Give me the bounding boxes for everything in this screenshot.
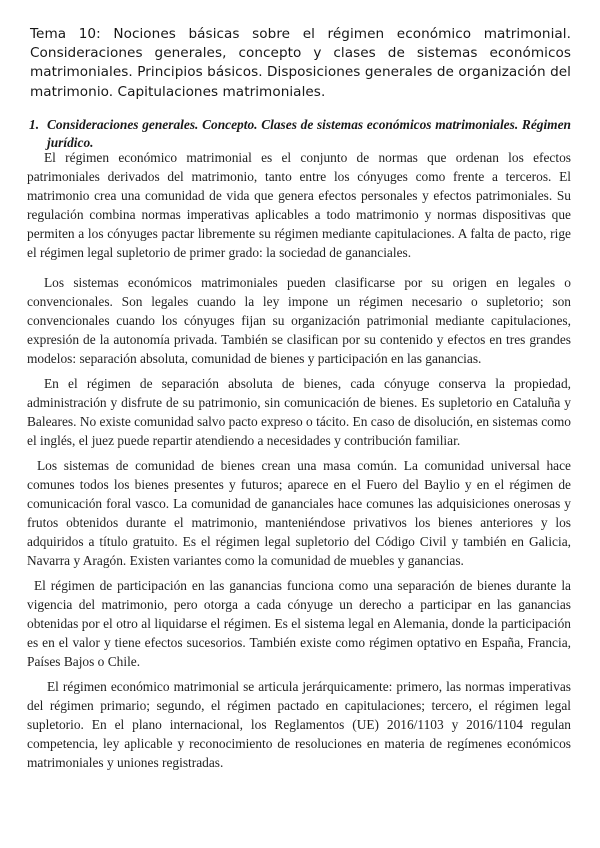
- section-heading: [29, 116, 571, 151]
- section-heading-text: Consideraciones generales. Concepto. Clases de sistemas económicos matrimoniales. Régimen jurídico.: [47, 117, 571, 150]
- paragraph-participacion: El régimen de participación en las ganancias funciona como una separación de bienes durante la vigencia del matrimonio, pero otorga a cada cónyuge un derecho a participar en las ganancias obtenidas por el otro al liquidarse el régimen. Es el sistema legal en Alemania, donde la participación es en el valor y tiene efectos sucesorios. También existe como régimen optativo en España, Francia, Países Bajos o Chile.: [27, 578, 571, 670]
- paragraph-jerarquia: El régimen económico matrimonial se articula jerárquicamente: primero, las normas imperativas del régimen primario; segundo, el régimen pactado en capitulaciones; tercero, el régimen legal supletorio. En el plano internacional, los Reglamentos (UE) 2016/1103 y 2016/1104 regulan competencia, ley aplicable y reconocimiento de resoluciones en materia de regímenes económicos matrimoniales y uniones registradas.: [27, 679, 571, 771]
- paragraph-clasificacion: Los sistemas económicos matrimoniales pueden clasificarse por su origen en legales o convencionales. Son legales cuando la ley impone un régimen necesario o supletorio; son convencionales cuando los cónyuges fijan su organización patrimonial mediante capitulaciones, expresión de la autonomía privada. También se clasifican por su contenido y efectos en tres grandes modelos: separación absoluta, comunidad de bienes y participación en las ganancias.: [27, 275, 571, 367]
- section-number: 1.: [29, 117, 40, 132]
- paragraph-separacion: En el régimen de separación absoluta de bienes, cada cónyuge conserva la propiedad, administración y disfrute de su patrimonio, sin comunicación de bienes. Es supletorio en Cataluña y Baleares. No existe comunidad salvo pacto expreso o tácito. En caso de disolución, en sistemas como el inglés, el juez puede repartir atendiendo a necesidades y contribución familiar.: [27, 376, 571, 449]
- document-title: Tema 10: Nociones básicas sobre el régimen económico matrimonial. Consideraciones generales, concepto y clases de sistemas económicos matrimoniales. Principios básicos. Disposiciones generales de organización del matrimonio. Capitulaciones matrimoniales.: [30, 26, 571, 100]
- paragraph-concepto: El régimen económico matrimonial es el conjunto de normas que ordenan los efectos patrimoniales derivados del matrimonio, tanto entre los cónyuges como frente a terceros. El matrimonio crea una comunidad de vida que genera efectos personales y efectos patrimoniales. Su regulación combina normas imperativas aplicables a todo matrimonio y normas dispositivas que permiten a los cónyuges pactar libremente su régimen mediante capitulaciones. A falta de pacto, rige el régimen legal supletorio de primer grado: la sociedad de gananciales.: [27, 150, 571, 261]
- paragraph-comunidad: Los sistemas de comunidad de bienes crean una masa común. La comunidad universal hace comunes todos los bienes presentes y futuros; aparece en el Fuero del Baylio y en el régimen de comunicación foral vasco. La comunidad de gananciales hace comunes las adquisiciones onerosas y frutos obtenidos durante el matrimonio, manteniéndose privativos los bienes anteriores y los adquiridos a título gratuito. Es el régimen legal supletorio del Código Civil y también en Galicia, Navarra y Aragón. Existen variantes como la comunidad de muebles y ganancias.: [27, 458, 571, 569]
